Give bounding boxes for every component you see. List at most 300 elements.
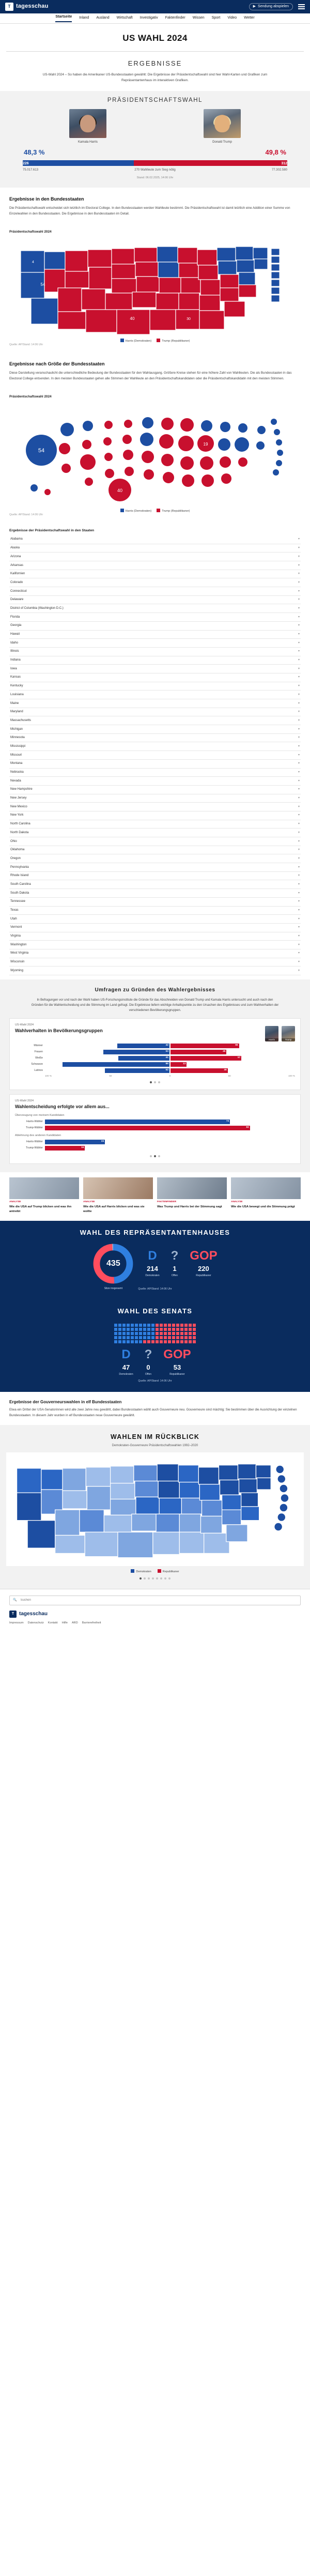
article-title: Wie die USA auf Harris blicken und was sie wollte bbox=[83, 1205, 145, 1213]
poll-bar-dem: 42 bbox=[117, 1044, 169, 1048]
governors-heading: Ergebnisse der Gouverneurswahlen in elf Bundesstaaten bbox=[9, 1399, 122, 1404]
footer-link[interactable]: Datenschutz bbox=[27, 1621, 44, 1625]
state-row[interactable] bbox=[9, 907, 301, 915]
electoral-text: Die Präsidentschaftswahl entscheidet sich letztlich im Electoral College. In den Bundesstaaten werden Wahlleute bestimmt. Die Präsidentschaftswahl ist damit letztlich eine Addition einer Summe von Einzelwahlen in den Bundesstaaten. Die Ergebnisse in den Bundesstaaten im Detail. bbox=[9, 206, 290, 216]
chevron-down-icon: ▾ bbox=[298, 952, 300, 955]
state-name: Virginia bbox=[10, 934, 21, 938]
state-row[interactable] bbox=[9, 958, 301, 967]
poll-row bbox=[15, 1120, 295, 1124]
state-name: New Hampshire bbox=[10, 788, 33, 791]
electoral-bar-labels bbox=[0, 161, 310, 166]
state-name: Nebraska bbox=[10, 771, 24, 774]
poll-row bbox=[15, 1068, 295, 1073]
state-row[interactable] bbox=[9, 751, 301, 760]
poll-head-trump bbox=[282, 1026, 295, 1041]
axis-tick: 50 bbox=[109, 1075, 112, 1078]
retrospect-carousel-dots[interactable] bbox=[0, 1574, 310, 1581]
house-party-open bbox=[171, 1250, 179, 1278]
chevron-down-icon: ▾ bbox=[298, 762, 300, 765]
state-row[interactable] bbox=[9, 898, 301, 907]
us-choropleth-map[interactable] bbox=[5, 236, 305, 334]
chevron-down-icon: ▾ bbox=[298, 563, 300, 567]
svg-text:54: 54 bbox=[40, 282, 45, 287]
carousel-dots-1[interactable] bbox=[15, 1078, 295, 1084]
article-card[interactable] bbox=[83, 1177, 153, 1214]
poll-subhead-2: Ablehnung des anderen Kandidaten bbox=[15, 1134, 61, 1138]
map-caption-presidential: Quelle: AP/Stand: 14:06 Uhr bbox=[9, 343, 43, 347]
state-row[interactable] bbox=[9, 777, 301, 786]
state-row[interactable] bbox=[9, 699, 301, 708]
poll-title-1: Wahlverhalten in Bevölkerungsgruppen bbox=[15, 1028, 103, 1034]
state-row[interactable] bbox=[9, 794, 301, 803]
retrospect-legend-label-dem: Demokraten bbox=[136, 1570, 151, 1574]
nav-item-6[interactable]: Wissen bbox=[192, 16, 205, 20]
poll-bar-rep: 13 bbox=[171, 1062, 187, 1067]
chevron-down-icon: ▾ bbox=[298, 779, 300, 783]
senate-title: WAHL DES SENATS bbox=[117, 1307, 193, 1315]
state-row[interactable] bbox=[9, 932, 301, 941]
cartogram-legend bbox=[0, 507, 310, 513]
footer-link[interactable]: Kontakt bbox=[48, 1621, 58, 1625]
us-map-svg bbox=[5, 236, 305, 334]
poll-bar-rep: 46 bbox=[171, 1068, 228, 1073]
carousel-dots-2[interactable] bbox=[15, 1152, 295, 1158]
chevron-down-icon: ▾ bbox=[298, 874, 300, 878]
retrospect-map[interactable] bbox=[6, 1452, 304, 1566]
state-name: Washington bbox=[10, 943, 27, 946]
chevron-down-icon: ▾ bbox=[298, 555, 300, 558]
retrospect-subtitle: Demokraten-Gouverneure Präsidentschaftswahlen 1992–2020 bbox=[112, 1444, 198, 1448]
chevron-down-icon: ▾ bbox=[298, 788, 300, 791]
chevron-down-icon: ▾ bbox=[298, 856, 300, 860]
logo-mark-letter: T bbox=[8, 4, 11, 9]
nav-item-4[interactable]: Investigativ bbox=[140, 16, 158, 20]
footer-search[interactable] bbox=[9, 1596, 301, 1605]
poll-bar-rep: 55 bbox=[171, 1044, 239, 1048]
search-icon: 🔍 bbox=[13, 1598, 17, 1602]
chevron-down-icon: ▾ bbox=[298, 926, 300, 929]
footer-link[interactable]: Barrierefreiheit bbox=[82, 1621, 101, 1625]
state-row[interactable] bbox=[9, 924, 301, 932]
house-party-dem bbox=[145, 1250, 159, 1278]
state-row[interactable] bbox=[9, 604, 301, 613]
polls-subtitle: In Befragungen vor und nach der Wahl haben US-Forschungsinstitute die Gründe für das Abschneiden von Donald Trump und Kamala Harris untersucht und auch nach den Gründen für die Wahlentscheidung und die Stimmung im Land gefragt. Die Ergebnisse liefern wichtige Anhaltspunkte zu den Ursachen des Ergebnisses und zum Wahlverhalten der verschiedenen Bevölkerungsgruppen. bbox=[31, 998, 279, 1012]
state-row[interactable] bbox=[9, 639, 301, 648]
state-name: Florida bbox=[10, 615, 20, 619]
state-name: Indiana bbox=[10, 658, 21, 662]
state-name: Utah bbox=[10, 917, 17, 921]
article-tag: FAKTENFINDER bbox=[157, 1201, 177, 1204]
axis-tick: 100 % bbox=[288, 1075, 295, 1078]
photo-face bbox=[80, 115, 96, 133]
state-name: Maryland bbox=[10, 710, 23, 714]
poll-row bbox=[15, 1050, 295, 1054]
state-row[interactable] bbox=[9, 631, 301, 639]
nav-item-1[interactable]: Inland bbox=[79, 16, 89, 20]
article-tag: ANALYSE bbox=[83, 1201, 95, 1204]
play-broadcast-label: Sendung abspielen bbox=[258, 4, 289, 8]
state-name: Oklahoma bbox=[10, 848, 25, 852]
state-row[interactable] bbox=[9, 872, 301, 881]
state-row[interactable] bbox=[9, 742, 301, 751]
map-caption-cartogram: Quelle: AP/Stand: 14:06 Uhr bbox=[9, 513, 43, 516]
senate-party-row bbox=[0, 1348, 310, 1376]
state-name: Arkansas bbox=[10, 563, 24, 567]
poll-bar-rep: 16 bbox=[45, 1146, 85, 1151]
poll-rows-2a bbox=[15, 1120, 295, 1130]
poll-bar-pair bbox=[45, 1126, 295, 1130]
chevron-down-icon: ▾ bbox=[298, 633, 300, 636]
state-row[interactable] bbox=[9, 708, 301, 717]
candidate-name-harris: Kamala Harris bbox=[78, 140, 98, 144]
legend-item-rep bbox=[157, 339, 190, 343]
state-name: North Carolina bbox=[10, 822, 30, 826]
page-title: US WAHL 2024 bbox=[122, 33, 188, 43]
percent-harris: 48,3 % bbox=[24, 148, 45, 156]
state-name: Hawaii bbox=[10, 633, 20, 636]
chevron-down-icon: ▾ bbox=[298, 538, 300, 541]
footer-link[interactable]: Impressum bbox=[9, 1621, 24, 1625]
state-row[interactable] bbox=[9, 820, 301, 829]
state-name: Tennessee bbox=[10, 900, 26, 903]
poll-row bbox=[15, 1062, 295, 1067]
chevron-down-icon: ▾ bbox=[298, 667, 300, 670]
poll-category: Trump-Wähler bbox=[26, 1126, 43, 1129]
state-row[interactable] bbox=[9, 863, 301, 872]
state-name: Illinois bbox=[10, 650, 19, 653]
state-name: Pennsylvania bbox=[10, 865, 29, 869]
chevron-down-icon: ▾ bbox=[298, 822, 300, 826]
party-glyph-rep: GOP bbox=[163, 1347, 191, 1362]
poll-bar-dem: 53 bbox=[103, 1050, 169, 1054]
state-name: Louisiana bbox=[10, 693, 24, 696]
top-bar-actions bbox=[249, 3, 305, 10]
poll-kicker-1: US-Wahl 2024 bbox=[15, 1023, 34, 1027]
play-broadcast-button[interactable] bbox=[249, 3, 293, 10]
axis-tick: 100 % bbox=[45, 1075, 52, 1078]
us-cartogram-map[interactable] bbox=[5, 401, 305, 504]
footer-link[interactable]: ARD bbox=[71, 1621, 78, 1625]
nav-item-3[interactable]: Wirtschaft bbox=[116, 16, 133, 20]
state-row[interactable] bbox=[9, 846, 301, 855]
state-name: New Jersey bbox=[10, 796, 27, 800]
senate-section bbox=[0, 1299, 310, 1391]
presidential-timestamp: Stand: 06.02.2025, 14:06 Uhr bbox=[136, 176, 174, 180]
polls-title: Umfragen zu Gründen des Wahlergebnisses bbox=[95, 987, 215, 993]
article-card[interactable] bbox=[9, 1177, 79, 1214]
states-list bbox=[0, 535, 310, 975]
article-card[interactable] bbox=[157, 1177, 227, 1214]
state-row[interactable] bbox=[9, 613, 301, 622]
state-row[interactable] bbox=[9, 596, 301, 605]
chevron-down-icon: ▾ bbox=[298, 917, 300, 921]
chevron-down-icon: ▾ bbox=[298, 641, 300, 645]
chevron-down-icon: ▾ bbox=[298, 909, 300, 912]
presidential-section bbox=[0, 91, 310, 188]
chevron-down-icon: ▾ bbox=[298, 727, 300, 731]
house-seats-rep: 220 bbox=[198, 1264, 209, 1272]
poll-category: Harris-Wähler bbox=[26, 1140, 43, 1144]
state-row[interactable] bbox=[9, 941, 301, 949]
cartogram-text: Diese Darstellung veranschaulicht die unterschiedliche Bedeutung der Bundesstaaten für den Wahlausgang. Größere Kreise stehen für eine höhere Zahl von Wahlleuten. Die als Bundesstaaten in das Electoral College entsenden. In den meisten Bundesstaaten gehen alle Stimmen der Wahlleute an den Präsidentschaftskandidaten oder die Präsidentschaftskandidatin mit den meisten Stimmen. bbox=[9, 371, 292, 380]
candidate-row bbox=[0, 109, 310, 145]
state-row[interactable] bbox=[9, 553, 301, 561]
chevron-down-icon: ▾ bbox=[298, 615, 300, 619]
electoral-block bbox=[0, 188, 310, 224]
house-title: WAHL DES REPRÄSENTANTENHAUSES bbox=[80, 1229, 230, 1237]
nav-item-7[interactable]: Sport bbox=[211, 16, 221, 20]
map-label-presidential: Präsidentschaftswahl 2024 bbox=[9, 229, 52, 234]
senate-party-open bbox=[145, 1348, 152, 1376]
svg-text:54: 54 bbox=[38, 447, 45, 454]
state-name: Delaware bbox=[10, 598, 24, 602]
nav-item-2[interactable]: Ausland bbox=[96, 16, 110, 20]
poll-row bbox=[15, 1056, 295, 1061]
legend-label-rep-2: Trump (Republikaner) bbox=[162, 509, 190, 513]
state-name: New Mexico bbox=[10, 805, 27, 808]
chevron-down-icon: ▾ bbox=[298, 814, 300, 817]
article-thumbnail bbox=[83, 1177, 153, 1199]
state-row[interactable] bbox=[9, 691, 301, 699]
chevron-down-icon: ▾ bbox=[298, 882, 300, 886]
state-row[interactable] bbox=[9, 535, 301, 544]
state-row[interactable] bbox=[9, 716, 301, 725]
state-row[interactable] bbox=[9, 803, 301, 811]
state-name: North Dakota bbox=[10, 831, 29, 834]
chevron-down-icon: ▾ bbox=[298, 684, 300, 688]
state-row[interactable] bbox=[9, 837, 301, 846]
state-row[interactable] bbox=[9, 769, 301, 777]
photo-face bbox=[214, 115, 230, 133]
article-title: Was Trump und Harris bei der Stimmung sagt bbox=[157, 1205, 222, 1209]
poll-category: Weiße bbox=[35, 1056, 43, 1060]
state-row[interactable] bbox=[9, 734, 301, 743]
legend-label-rep: Trump (Republikaner) bbox=[162, 340, 190, 343]
state-row[interactable] bbox=[9, 648, 301, 656]
retrospect-section bbox=[0, 1425, 310, 1589]
footer-logo-mark-icon bbox=[9, 1611, 17, 1618]
poll-bar-pair bbox=[45, 1068, 295, 1073]
poll-category: Frauen bbox=[34, 1050, 43, 1053]
state-row[interactable] bbox=[9, 665, 301, 673]
chevron-down-icon: ▾ bbox=[298, 701, 300, 705]
poll-row bbox=[15, 1126, 295, 1130]
nav-item-5[interactable]: Faktenfinder bbox=[165, 16, 185, 20]
chevron-down-icon: ▾ bbox=[298, 676, 300, 679]
chevron-down-icon: ▾ bbox=[298, 744, 300, 748]
state-row[interactable] bbox=[9, 570, 301, 579]
chevron-down-icon: ▾ bbox=[298, 658, 300, 662]
state-name: South Dakota bbox=[10, 891, 29, 895]
poll-bar-dem: 52 bbox=[105, 1068, 169, 1073]
footer-logo[interactable] bbox=[9, 1611, 301, 1618]
poll-bar-rep: 82 bbox=[45, 1126, 250, 1130]
nav-item-9[interactable]: Wetter bbox=[244, 16, 255, 20]
hamburger-icon[interactable] bbox=[298, 4, 305, 9]
candidate-harris bbox=[21, 109, 155, 145]
state-row[interactable] bbox=[9, 544, 301, 553]
state-name: District of Columbia (Washington D.C.) bbox=[10, 606, 64, 610]
retrospect-legend-rep bbox=[158, 1569, 179, 1574]
house-note: Quelle: AP/Stand: 14:06 Uhr bbox=[138, 1287, 172, 1291]
state-name: Connecticut bbox=[10, 589, 27, 593]
state-row[interactable] bbox=[9, 811, 301, 820]
poll-bar-dem: 74 bbox=[45, 1120, 230, 1124]
candidate-trump bbox=[155, 109, 289, 145]
article-title: Wie die USA bewegt und die Stimmung prägt bbox=[231, 1205, 295, 1209]
footer-link[interactable]: Hilfe bbox=[61, 1621, 68, 1625]
poll-bar-pair bbox=[45, 1140, 295, 1144]
state-row[interactable] bbox=[9, 587, 301, 596]
votes-harris: 75.017.613 bbox=[23, 168, 39, 172]
legend-item-dem-2 bbox=[120, 509, 152, 513]
chevron-down-icon: ▾ bbox=[298, 753, 300, 757]
candidate-photo-trump bbox=[204, 109, 241, 138]
popular-votes-row bbox=[0, 167, 310, 173]
chevron-down-icon: ▾ bbox=[298, 848, 300, 852]
state-row[interactable] bbox=[9, 829, 301, 837]
state-name: Maine bbox=[10, 701, 19, 705]
state-name: Mississippi bbox=[10, 744, 26, 748]
chevron-down-icon: ▾ bbox=[298, 771, 300, 774]
polls-section bbox=[0, 979, 310, 1172]
state-name: Nevada bbox=[10, 779, 21, 783]
poll-head-label-harris: Harris bbox=[265, 1038, 278, 1041]
poll-category: Trump-Wähler bbox=[26, 1146, 43, 1150]
chevron-down-icon: ▾ bbox=[298, 796, 300, 800]
state-name: South Carolina bbox=[10, 882, 31, 886]
site-logo[interactable] bbox=[5, 3, 49, 11]
article-tag: ANALYSE bbox=[231, 1201, 243, 1204]
cartogram-block bbox=[0, 352, 310, 389]
svg-text:40: 40 bbox=[130, 316, 135, 321]
chevron-down-icon: ▾ bbox=[298, 572, 300, 576]
house-seats-open: 1 bbox=[173, 1264, 177, 1272]
poll-category: Schwarze bbox=[31, 1063, 43, 1066]
state-row[interactable] bbox=[9, 967, 301, 975]
house-seats-dem: 214 bbox=[147, 1264, 158, 1272]
retrospect-legend bbox=[0, 1566, 310, 1574]
poll-bar-pair bbox=[45, 1050, 295, 1054]
state-row[interactable] bbox=[9, 880, 301, 889]
chevron-down-icon: ▾ bbox=[298, 736, 300, 740]
percent-trump: 49,8 % bbox=[265, 148, 286, 156]
play-icon: ▶ bbox=[253, 4, 256, 8]
chevron-down-icon: ▾ bbox=[298, 710, 300, 714]
state-name: Wyoming bbox=[10, 969, 23, 972]
retrospect-legend-dem bbox=[131, 1569, 151, 1574]
chevron-down-icon: ▾ bbox=[298, 943, 300, 946]
senate-party-dem bbox=[119, 1348, 133, 1376]
state-row[interactable] bbox=[9, 725, 301, 734]
electors-harris: 226 bbox=[23, 162, 29, 166]
search-input[interactable] bbox=[19, 1598, 297, 1602]
chevron-down-icon: ▾ bbox=[298, 589, 300, 593]
state-row[interactable] bbox=[9, 760, 301, 769]
state-name: Michigan bbox=[10, 727, 23, 731]
poll-row bbox=[15, 1044, 295, 1048]
presidential-title: PRÄSIDENTSCHAFTSWAHL bbox=[107, 97, 203, 104]
footer-links bbox=[9, 1621, 301, 1625]
state-row[interactable] bbox=[9, 682, 301, 691]
state-row[interactable] bbox=[9, 915, 301, 924]
state-row[interactable] bbox=[9, 622, 301, 631]
poll-row bbox=[15, 1146, 295, 1151]
state-name: Montana bbox=[10, 762, 23, 765]
chevron-down-icon: ▾ bbox=[298, 580, 300, 584]
state-row[interactable] bbox=[9, 578, 301, 587]
senate-party-label-rep: Republikaner bbox=[169, 1373, 185, 1376]
state-name: Minnesota bbox=[10, 736, 25, 740]
nav-item-0[interactable]: Startseite bbox=[55, 14, 72, 22]
party-glyph-dem: D bbox=[148, 1248, 157, 1263]
votes-trump: 77.302.580 bbox=[271, 168, 287, 172]
article-thumbnail bbox=[157, 1177, 227, 1199]
state-row[interactable] bbox=[9, 889, 301, 898]
chevron-down-icon: ▾ bbox=[298, 934, 300, 938]
house-party-label-rep: Republikaner bbox=[196, 1274, 211, 1277]
state-name: New York bbox=[10, 814, 24, 817]
state-name: Alabama bbox=[10, 538, 23, 541]
state-row[interactable] bbox=[9, 561, 301, 570]
poll-bar-pair bbox=[45, 1062, 295, 1067]
chevron-down-icon: ▾ bbox=[298, 969, 300, 972]
retrospect-legend-label-rep: Republikaner bbox=[162, 1570, 179, 1574]
house-total-label: Sitze insgesamt bbox=[104, 1286, 123, 1290]
poll-axis-1 bbox=[15, 1075, 295, 1078]
svg-text:4: 4 bbox=[32, 260, 34, 265]
state-row[interactable] bbox=[9, 786, 301, 794]
article-card-row bbox=[0, 1172, 310, 1221]
state-row[interactable] bbox=[9, 854, 301, 863]
map-legend bbox=[0, 336, 310, 343]
logo-mark-icon bbox=[5, 3, 13, 11]
state-name: Rhode Island bbox=[10, 874, 29, 878]
poll-bar-pair bbox=[45, 1056, 295, 1061]
state-name: Kalifornien bbox=[10, 572, 25, 576]
state-name: Alaska bbox=[10, 546, 20, 550]
legend-label-dem: Harris (Demokraten) bbox=[125, 340, 152, 343]
state-row[interactable] bbox=[9, 656, 301, 665]
article-card[interactable] bbox=[231, 1177, 301, 1214]
party-glyph-open: ? bbox=[144, 1347, 152, 1362]
senate-party-label-dem: Demokraten bbox=[119, 1373, 133, 1376]
house-total: 435 bbox=[106, 1259, 120, 1268]
poll-rows-2b bbox=[15, 1140, 295, 1151]
state-name: West Virginia bbox=[10, 952, 29, 955]
state-name: Oregon bbox=[10, 856, 21, 860]
poll-head-harris bbox=[265, 1026, 278, 1041]
poll-bar-rep: 45 bbox=[171, 1050, 226, 1054]
poll-category: Harris-Wähler bbox=[26, 1120, 43, 1123]
chevron-down-icon: ▾ bbox=[298, 865, 300, 869]
state-row[interactable] bbox=[9, 949, 301, 958]
state-row[interactable] bbox=[9, 673, 301, 682]
house-party-label-dem: Demokraten bbox=[145, 1274, 160, 1277]
chevron-down-icon: ▾ bbox=[298, 891, 300, 895]
poll-head-label-trump: Trump bbox=[282, 1038, 295, 1041]
senate-party-rep bbox=[163, 1348, 191, 1376]
electors-trump: 312 bbox=[281, 162, 287, 166]
candidate-photo-harris bbox=[69, 109, 106, 138]
poll-card-demographics bbox=[9, 1018, 301, 1090]
nav-item-8[interactable]: Video bbox=[227, 16, 237, 20]
legend-item-rep-2 bbox=[157, 509, 190, 513]
poll-bar-dem: 86 bbox=[63, 1062, 169, 1067]
state-name: Kansas bbox=[10, 676, 21, 679]
article-thumbnail bbox=[9, 1177, 79, 1199]
chevron-down-icon: ▾ bbox=[298, 650, 300, 653]
